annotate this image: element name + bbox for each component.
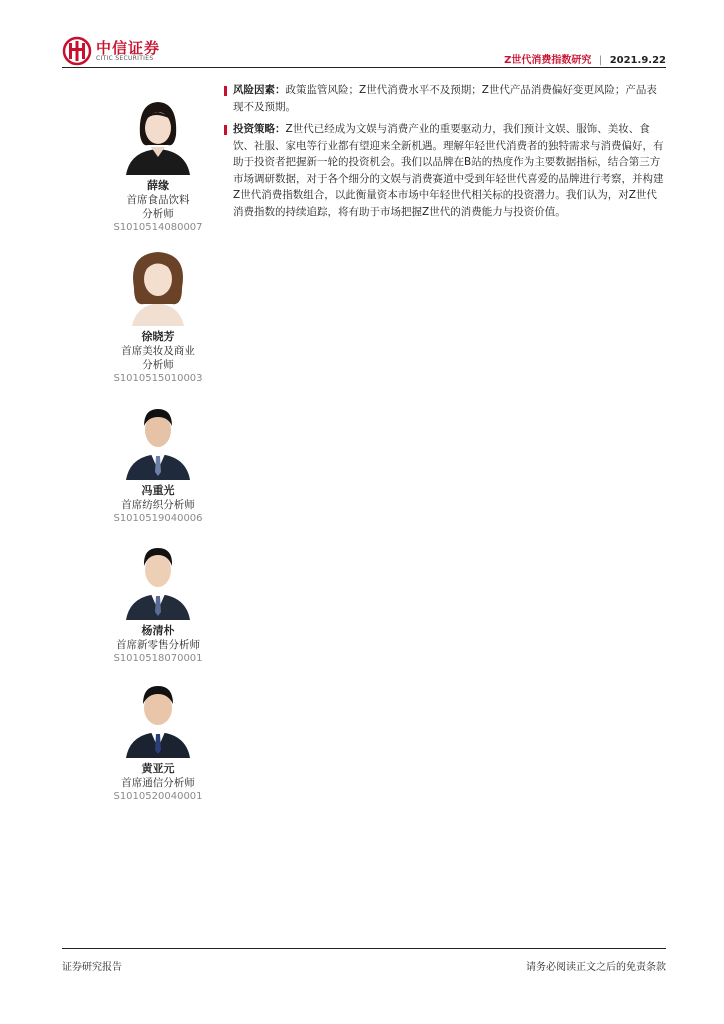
company-logo	[62, 36, 162, 66]
footer-divider	[62, 948, 666, 949]
analyst-card	[88, 678, 228, 804]
analyst-card	[88, 246, 228, 386]
bullet-marker	[224, 125, 227, 135]
analyst-title: 分析师	[142, 359, 174, 371]
footer-disclaimer: 请务必阅读正文之后的免责条款	[526, 962, 666, 973]
logo-text-en: CITIC SECURITIES	[96, 55, 154, 62]
analyst-card	[88, 95, 228, 235]
risk-factors-label: 风险因素：	[233, 84, 286, 96]
risk-factors-text: 政策监管风险；Z世代消费水平不及预期；Z世代产品消费偏好变更风险；产品表现不及预期。	[233, 84, 657, 113]
analyst-title: 首席新零售分析师	[116, 639, 200, 651]
analyst-photo-male	[118, 400, 198, 480]
report-date: 2021.9.22	[609, 55, 666, 66]
footer-report-type: 证券研究报告	[62, 962, 122, 973]
logo-text-cn: 中信证券	[96, 39, 161, 57]
report-topic: Z世代消费指数研究	[504, 55, 592, 66]
header-separator: |	[598, 55, 603, 66]
analyst-photo-male	[118, 678, 198, 758]
analyst-photo-female	[118, 95, 198, 175]
citic-logo-icon	[62, 36, 92, 66]
analyst-title: 首席纺织分析师	[121, 499, 195, 511]
analyst-license-id: S1010515010003	[113, 373, 203, 384]
analyst-license-id: S1010519040006	[113, 513, 203, 524]
bullet-marker	[224, 86, 227, 96]
risk-factors-paragraph	[233, 82, 665, 115]
analyst-card	[88, 400, 228, 526]
header-divider	[62, 67, 666, 68]
investment-strategy-text: Z世代已经成为文娱与消费产业的重要驱动力，我们预计文娱、服饰、美妆、食饮、社服、家电等行业都有望迎来全新机遇。理解年轻世代消费者的独特需求与消费偏好，有助于投资者把握新一轮的投资机会。我们以品牌在B站的热度作为主要数据指标，结合第三方市场调研数据，对于各个细分的文娱与消费赛道中受到年轻世代喜爱的品牌进行考察，并构建Z世代消费指数组合，以此衡量资本市场中年轻世代相关标的投资潜力。我们认为，对Z世代消费指数的持续追踪，将有助于市场把握Z世代的消费能力与投资价值。	[233, 123, 664, 218]
analyst-license-id: S1010520040001	[113, 791, 203, 802]
investment-strategy-label: 投资策略：	[233, 123, 286, 135]
investment-strategy-paragraph	[233, 121, 665, 220]
analyst-name: 徐晓芳	[141, 330, 175, 343]
analyst-name: 黄亚元	[141, 762, 175, 775]
analyst-title: 首席通信分析师	[121, 777, 195, 789]
analyst-photo-female	[118, 246, 198, 326]
analyst-license-id: S1010518070001	[113, 653, 203, 664]
analyst-title: 首席美妆及商业	[121, 345, 195, 357]
analyst-title: 首席食品饮料	[126, 194, 190, 206]
analyst-name: 薛缘	[147, 179, 169, 192]
analyst-photo-male	[118, 540, 198, 620]
analyst-title: 分析师	[142, 208, 174, 220]
analyst-name: 杨清朴	[141, 624, 175, 637]
report-header	[504, 51, 666, 66]
analyst-card	[88, 540, 228, 666]
analyst-license-id: S1010514080007	[113, 222, 203, 233]
analyst-name: 冯重光	[141, 484, 175, 497]
